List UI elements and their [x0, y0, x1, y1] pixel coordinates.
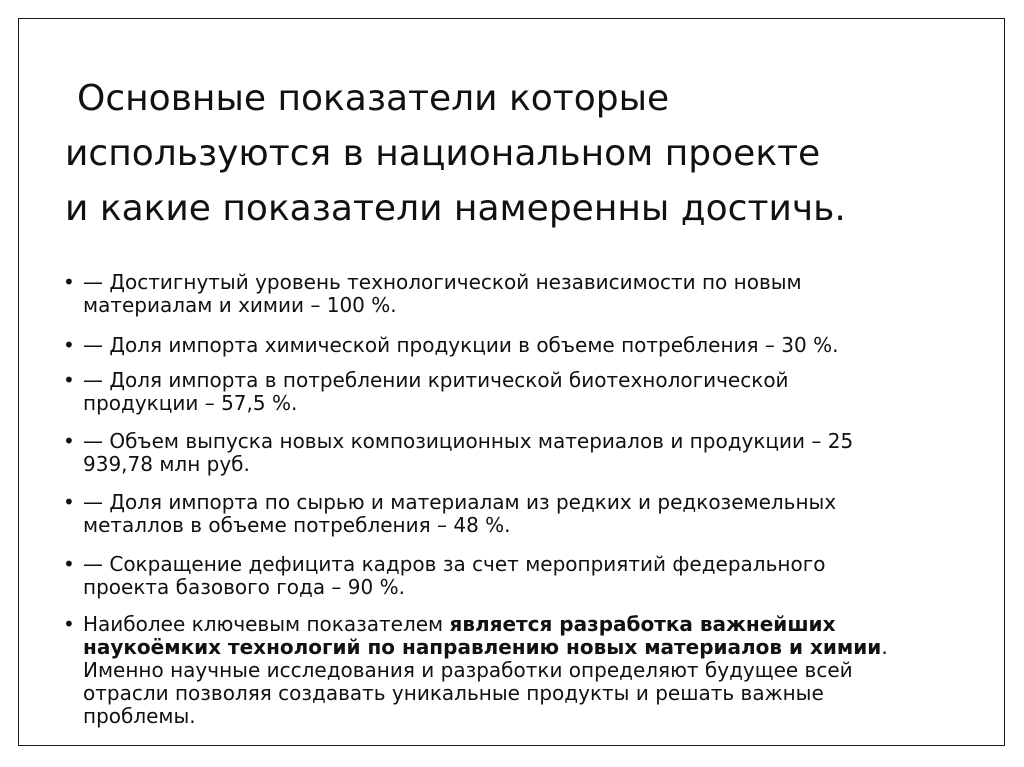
- bullet-item-rare-metals-import: [61, 491, 836, 537]
- bullet-line: продукции – 57,5 %.: [83, 391, 298, 415]
- bullet-text-normal: Наиболее ключевым показателем: [83, 612, 450, 636]
- bullet-line: металлов в объеме потребления – 48 %.: [83, 513, 511, 537]
- bullet-item-composite-output: [61, 430, 853, 476]
- bullet-line: • — Объем выпуска новых композиционных материалов и продукции – 25: [83, 429, 854, 453]
- title-line: Основные показатели которые: [77, 78, 670, 119]
- bullet-line: • — Доля импорта в потреблении критической биотехнологической: [83, 368, 789, 392]
- bullet-line: проблемы.: [83, 704, 196, 728]
- bullet-item-tech-independence: [61, 271, 802, 317]
- slide: [18, 18, 1005, 746]
- bullet-line: • — Достигнутый уровень технологической независимости по новым: [83, 270, 802, 294]
- slide-title: [65, 71, 965, 236]
- bullet-line: [83, 636, 888, 659]
- bullet-item-staff-shortage: [61, 553, 825, 599]
- bullet-line: [83, 613, 888, 636]
- bullet-line: проекта базового года – 90 %.: [83, 575, 405, 599]
- bullet-text-normal: .: [881, 635, 888, 659]
- title-line: используются в национальном проекте: [65, 133, 821, 174]
- bullet-line: • — Доля импорта химической продукции в объеме потребления – 30 %.: [83, 333, 839, 357]
- bullet-line: 939,78 млн руб.: [83, 452, 250, 476]
- bullet-item-chemical-import-share: [61, 334, 838, 357]
- bullet-text-bold: является разработка важнейших: [449, 612, 836, 636]
- bullet-line: Именно научные исследования и разработки определяют будущее всей: [83, 658, 853, 682]
- bullet-line: • — Сокращение дефицита кадров за счет мероприятий федерального: [83, 552, 826, 576]
- title-line: и какие показатели намеренны достичь.: [65, 188, 846, 229]
- bullet-line: материалам и химии – 100 %.: [83, 293, 397, 317]
- bullet-text-bold: наукоёмких технологий по направлению новых материалов и химии: [83, 635, 882, 659]
- bullet-line: • — Доля импорта по сырью и материалам из редких и редкоземельных: [83, 490, 837, 514]
- bullet-item-key-indicator: [61, 613, 888, 728]
- bullet-item-biotech-import-share: [61, 369, 789, 415]
- bullet-line: отрасли позволяя создавать уникальные продукты и решать важные: [83, 681, 824, 705]
